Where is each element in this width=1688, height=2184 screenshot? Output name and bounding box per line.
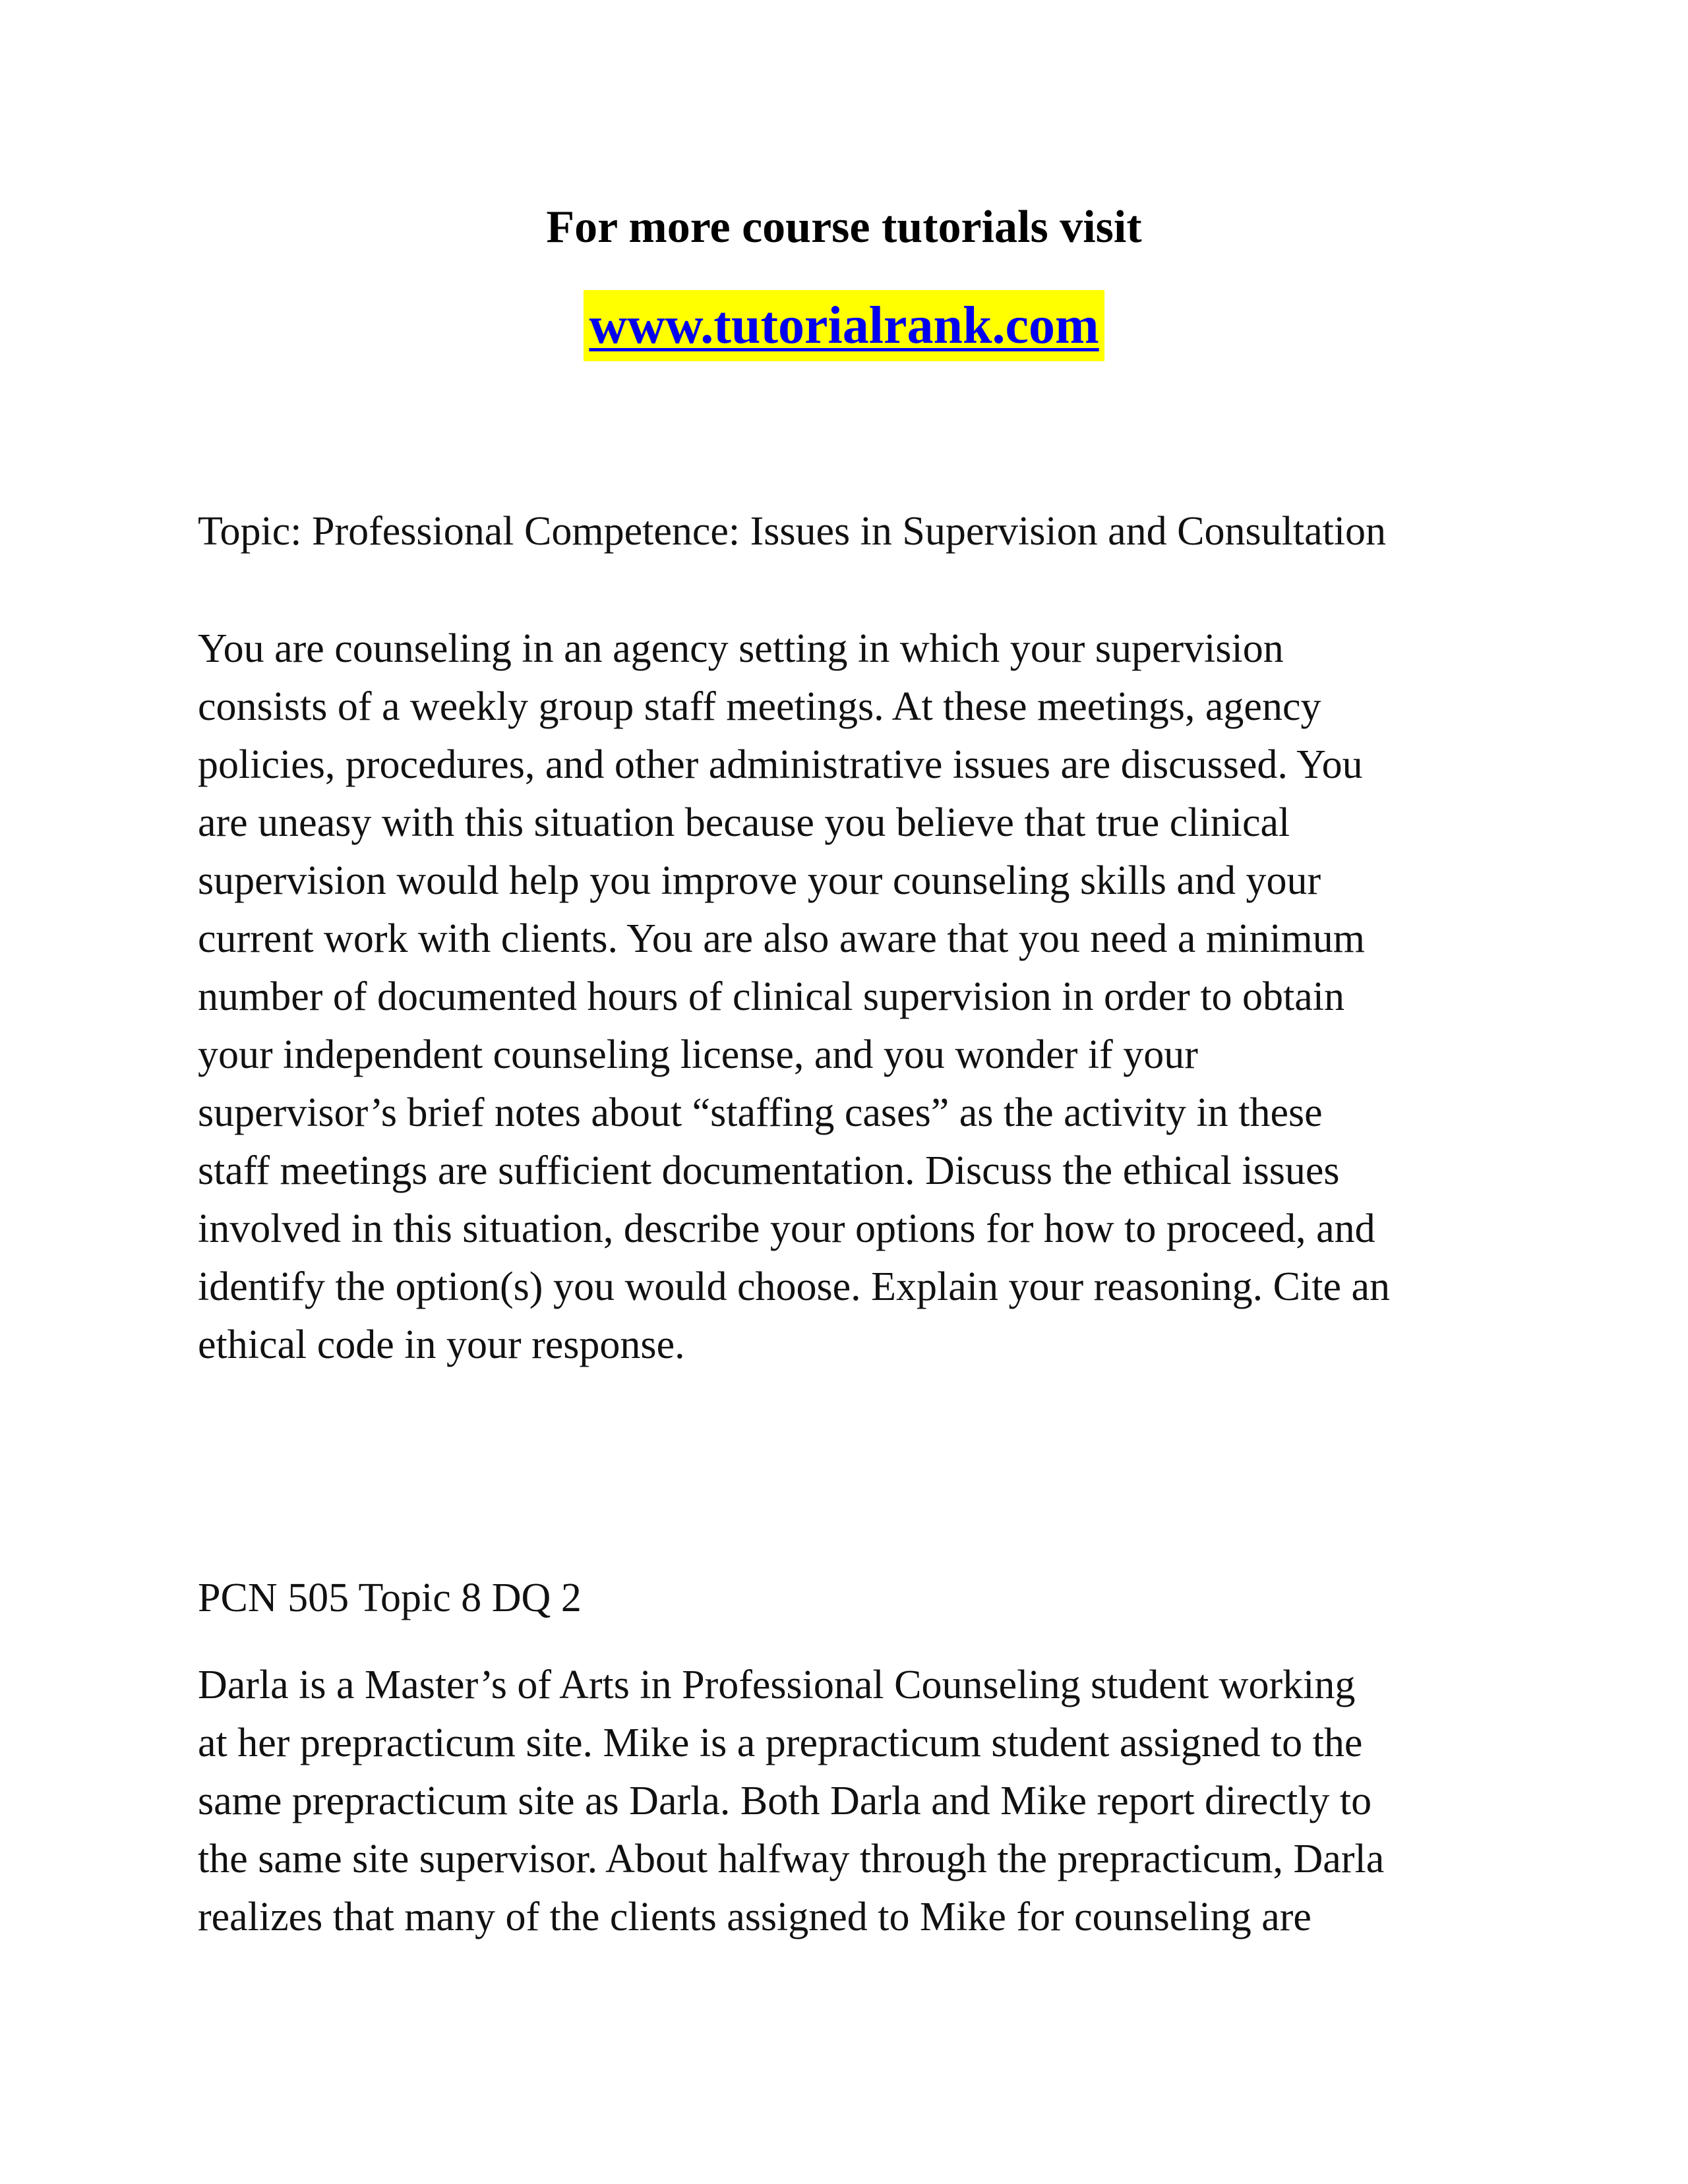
- paragraph-line: consists of a weekly group staff meetings. At these meetings, agency: [198, 684, 1321, 729]
- topic-heading: Topic: Professional Competence: Issues in Supervision and Consultation: [198, 509, 1387, 554]
- question-paragraph-2: [198, 1656, 1510, 1946]
- site-link-row: [0, 290, 1688, 363]
- paragraph-line: the same site supervisor. About halfway through the prepracticum, Darla: [198, 1837, 1385, 1881]
- paragraph-line: identify the option(s) you would choose. Explain your reasoning. Cite an: [198, 1264, 1390, 1309]
- paragraph-line: You are counseling in an agency setting in which your supervision: [198, 626, 1284, 671]
- site-link[interactable]: www.tutorialrank.com: [584, 290, 1104, 361]
- paragraph-line: at her prepracticum site. Mike is a prepracticum student assigned to the: [198, 1721, 1363, 1765]
- paragraph-line: your independent counseling license, and you wonder if your: [198, 1032, 1198, 1077]
- paragraph-line: supervision would help you improve your counseling skills and your: [198, 858, 1321, 903]
- paragraph-line: realizes that many of the clients assigned to Mike for counseling are: [198, 1895, 1311, 1939]
- paragraph-line: ethical code in your response.: [198, 1322, 685, 1367]
- paragraph-line: policies, procedures, and other administrative issues are discussed. You: [198, 742, 1363, 787]
- paragraph-line: current work with clients. You are also aware that you need a minimum: [198, 916, 1365, 961]
- paragraph-line: are uneasy with this situation because you believe that true clinical: [198, 800, 1290, 845]
- paragraph-line: involved in this situation, describe your options for how to proceed, and: [198, 1206, 1375, 1251]
- question-paragraph-1: [198, 620, 1510, 1374]
- tagline-heading: For more course tutorials visit: [546, 202, 1142, 252]
- dq-heading: PCN 505 Topic 8 DQ 2: [198, 1576, 582, 1620]
- paragraph-line: supervisor’s brief notes about “staffing cases” as the activity in these: [198, 1090, 1323, 1135]
- paragraph-line: Darla is a Master’s of Arts in Professional Counseling student working: [198, 1663, 1356, 1707]
- paragraph-line: staff meetings are sufficient documentation. Discuss the ethical issues: [198, 1148, 1340, 1193]
- paragraph-line: same prepracticum site as Darla. Both Darla and Mike report directly to: [198, 1779, 1372, 1823]
- paragraph-line: number of documented hours of clinical supervision in order to obtain: [198, 974, 1345, 1019]
